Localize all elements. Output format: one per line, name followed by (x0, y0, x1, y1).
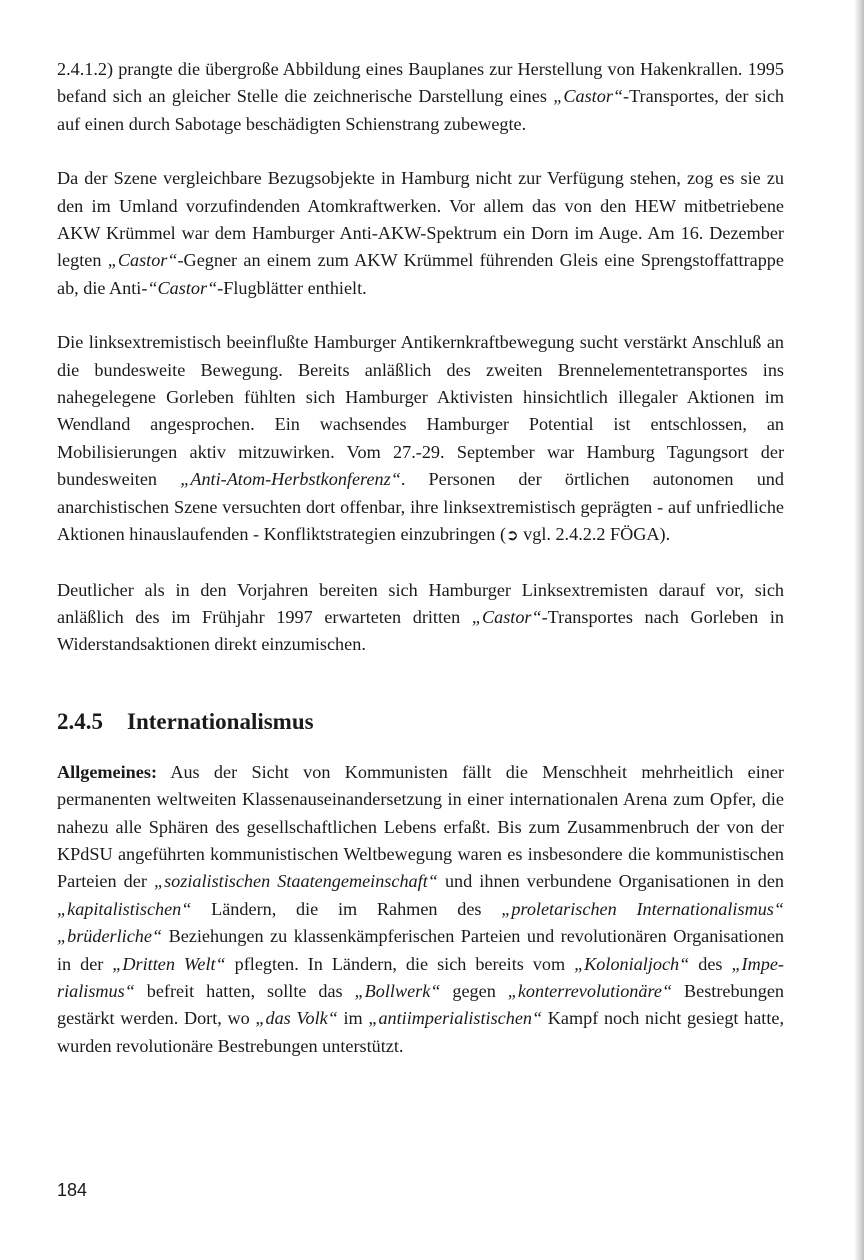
text-run: des (689, 953, 732, 974)
text-run: 2.4.1.2) prangte die übergroße Abbildung eines Bauplanes zur Herstellung von Hakenkrallen. 1995 befand sich an gleicher Stelle die zeichnerische Darstellung eines (57, 59, 784, 107)
emphasis: „Kolonialjoch“ (574, 953, 690, 974)
emphasis: “Castor“ (147, 277, 218, 298)
emphasis: „das Volk“ (255, 1008, 338, 1029)
text-run: -Transportes, der sich auf einen durch Sabotage beschädigten Schienstrang zubewegte. (57, 86, 785, 134)
emphasis: „proletarischen Internationalismus“ „brüderliche“ (57, 898, 784, 947)
emphasis: „Castor“ (471, 606, 542, 627)
text-run: befreit hatten, sollte das (134, 980, 355, 1001)
emphasis: „sozialistischen Staatengemeinschaft“ (153, 871, 438, 892)
text-run: Aus der Sicht von Kommunisten fällt die Menschheit mehrheitlich einer permanenten weltweiten Klassenauseinandersetzung in einer internationalen Arena zum Opfer, die nahezu alle Sphären des gesellschaftlichen Lebens erfaßt. Bis zum Zusammenbruch der von der KPdSU angeführten kommunistischen Weltbewegung waren es insbesondere die kommunistischen Parteien der (57, 761, 784, 892)
emphasis: „antiimperialistischen“ (368, 1008, 543, 1029)
text-run: . Personen der örtlichen autonomen und anarchistischen Szene versuchten dort offenbar, ihre linksextremistisch geprägten - auf unfriedliche Aktionen hinauslaufenden - Konfliktstrategien einzubringen ( (57, 469, 784, 545)
section-number: 2.4.5 (57, 708, 103, 734)
text-run: -Transportes nach Gorleben in Widerstandsaktionen direkt einzumischen. (57, 606, 784, 655)
text-run: Ländern, die im Rahmen des (191, 898, 502, 919)
emphasis: „Bollwerk“ (354, 980, 441, 1001)
text-run: pflegten. In Ländern, die sich bereits vom (225, 953, 575, 974)
text-run: Da der Szene vergleichbare Bezugsobjekte in Hamburg nicht zur Verfügung stehen, zog es sie zu den im Umland vorzufindenden Atomkraftwerken. Vor allem das von den HEW mitbetriebene AKW Krümmel war dem Hamburger Anti-AKW-Spektrum ein Dorn im Auge. Am 16. Dezember legten (57, 168, 784, 271)
text-run: Kampf noch nicht gesiegt hatte, wurden revolutionäre Bestrebungen unterstützt. (57, 1008, 785, 1056)
text-run: Beziehungen zu klassenkämpferischen Parteien und revolutionären Organisationen in der (57, 926, 784, 974)
text-run: und ihnen verbundene Organisationen in den (437, 871, 784, 892)
text-run: vgl. 2.4.2.2 FÖGA). (518, 524, 671, 545)
emphasis: „kapitalistischen“ (57, 898, 192, 919)
emphasis: „Anti-Atom-Herbstkonferenz“ (180, 469, 401, 490)
page-edge-shadow (854, 0, 864, 1260)
text-run: -Gegner an einem zum AKW Krümmel führenden Gleis eine Sprengstoffattrappe ab, die Anti- (57, 250, 784, 298)
text-run: Bestrebungen gestärkt werden. Dort, wo (57, 980, 785, 1029)
emphasis: „Imperialismus“ (57, 953, 784, 1001)
paragraph-antikernkraftbewegung (57, 329, 784, 549)
emphasis: „Castor“ (107, 250, 178, 271)
bold-lead-in: Allgemeines: (57, 761, 158, 782)
paragraph-castor-drawing (57, 56, 784, 138)
page-body (57, 56, 784, 1060)
text-run: gegen (440, 980, 508, 1001)
page-number: 184 (57, 1180, 88, 1200)
text-run: Die linksextremistisch beeinflußte Hamburger Antikernkraftbewegung sucht verstärkt Anschluß an die bundesweite Bewegung. Bereits anläßlich des zweiten Brennelementetransportes ins nahegelegene Gorleben fühlten sich Hamburger Aktivisten hinsichtlich illegaler Aktionen im Wendland angesprochen. Ein wachsendes Hamburger Potential ist entschlossen, an Mobilisierungen aktiv mitzuwirken. Vom 27.-29. September war Hamburg Tagungsort der bundesweiten (57, 332, 784, 490)
emphasis: „Dritten Welt“ (112, 953, 226, 974)
text-run: Deutlicher als in den Vorjahren bereiten sich Hamburger Linksextremisten darauf vor, sich anläßlich des im Frühjahr 1997 erwarteten dritten (57, 579, 784, 627)
section-heading (57, 709, 784, 735)
text-run: -Flugblätter enthielt. (217, 277, 367, 298)
emphasis: „konterrevolutionäre“ (507, 980, 673, 1001)
section-title: Internationalismus (127, 708, 314, 734)
paragraph-allgemeines (57, 759, 784, 1060)
emphasis: „Castor“ (553, 86, 624, 107)
paragraph-akw-kruemmel (57, 165, 784, 302)
paragraph-castor-gorleben (57, 577, 784, 659)
text-run: im (337, 1008, 369, 1029)
cross-reference-arrow-icon: ➲ (506, 526, 519, 545)
